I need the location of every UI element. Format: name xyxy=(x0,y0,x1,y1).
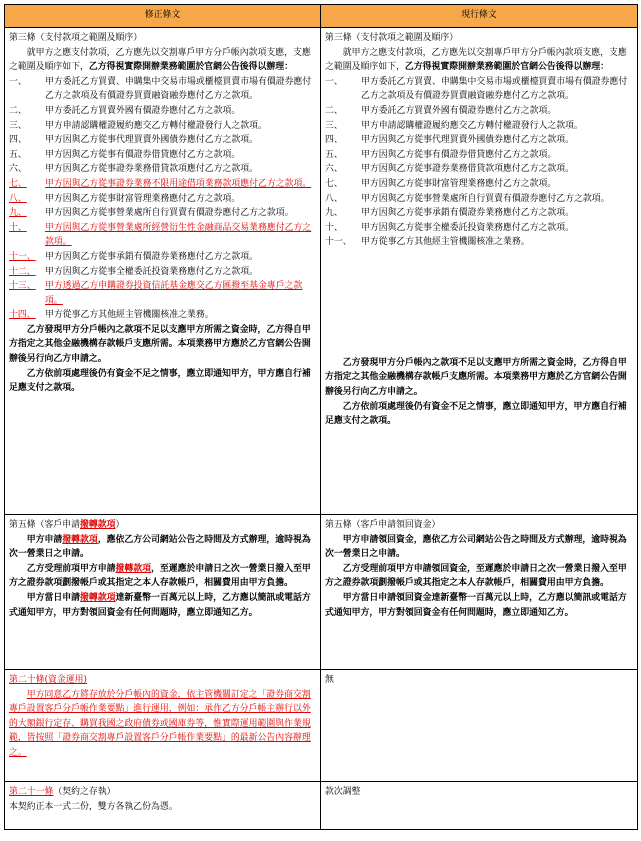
item-number: 九、 xyxy=(325,208,343,219)
list-item xyxy=(325,75,633,104)
article-paragraph: 乙方發現甲方分戶帳內之款項不足以支應甲方所需之資金時，乙方得自甲方指定之其他金融機構存款帳戶支應所需。本項業務甲方應於乙方官網公告開辦後另行向乙方申請之。 xyxy=(9,324,311,365)
item-number: 三、 xyxy=(9,120,27,131)
item-number: 十四、 xyxy=(9,310,36,321)
item-number: 四、 xyxy=(325,135,343,146)
list-item xyxy=(9,75,316,104)
article-title: 第三條（支付款項之範圍及順序） xyxy=(9,33,143,43)
item-number: 一、 xyxy=(325,76,343,87)
list-item xyxy=(9,162,316,177)
item-text: 甲方因與乙方從事證券業務不限用途借項業務款項應付乙方之款項。 xyxy=(45,178,312,189)
list-item xyxy=(9,221,316,250)
item-number: 六、 xyxy=(325,164,343,175)
list-item xyxy=(9,148,316,163)
article-title: 第三條（支付款項之範圍及順序） xyxy=(325,33,459,43)
list-item xyxy=(9,206,316,221)
item-number: 二、 xyxy=(9,105,27,116)
list-item xyxy=(9,177,316,192)
item-text: 甲方因與乙方從事代理買賣外國債券應付乙方之款項。 xyxy=(45,135,258,146)
article-paragraph: 甲方申請領回資金，應依乙方公司網站公告之時間及方式辦理，逾時視為次一營業日之申請。 xyxy=(325,534,627,560)
list-item xyxy=(325,162,633,177)
item-number: 十、 xyxy=(9,222,27,233)
item-number: 十二、 xyxy=(9,266,36,277)
article-paragraph: 甲方當日申請撥轉款項達新臺幣一百萬元以上時，乙方應以簡訊或電話方式通知甲方，甲方對領回資金有任何問題時，應立即通知乙方。 xyxy=(9,592,311,618)
item-number: 六、 xyxy=(9,164,27,175)
list-item xyxy=(9,192,316,207)
item-number: 四、 xyxy=(9,135,27,146)
item-text: 甲方因與乙方從事全權委託投資業務應付乙方之款項。 xyxy=(45,266,258,277)
item-text: 甲方委託乙方買賣外國有價證券應付乙方之款項。 xyxy=(361,105,557,116)
current-item-list xyxy=(325,75,633,281)
article-paragraph: 乙方發現甲方分戶帳內之款項不足以支應甲方所需之資金時，乙方得自甲方指定之其他金融機構存款帳戶支應所需。本項業務甲方應於乙方官網公告開辦後另行向乙方申請之。 xyxy=(325,357,627,397)
comparison-table xyxy=(4,4,638,830)
list-item xyxy=(325,148,633,163)
item-number: 五、 xyxy=(325,149,343,160)
list-item xyxy=(325,119,633,134)
list-item xyxy=(325,206,633,221)
revised-article-3 xyxy=(5,28,321,515)
article-title: 第二十條(資金運用) xyxy=(9,675,87,685)
article-paragraph: 乙方依前項處理後仍有資金不足之情事，應立即通知甲方，甲方應自行補足應支付之款項。 xyxy=(9,368,311,394)
list-item xyxy=(325,192,633,207)
item-number: 十一、 xyxy=(325,237,352,248)
list-item xyxy=(325,221,633,236)
item-number: 十三、 xyxy=(9,281,36,292)
item-text: 甲方從事乙方其他經主管機關核准之業務。 xyxy=(361,237,530,248)
list-item xyxy=(325,104,633,119)
article-paragraph: 乙方受理前項甲方申請撥轉款項，至遲應於申請日之次一營業日撥入至甲方之證券款項劃撥帳戶或其指定之本人存款帳戶，相關費用由甲方負擔。 xyxy=(9,563,311,589)
item-number: 五、 xyxy=(9,149,27,160)
list-item xyxy=(9,250,316,265)
article-title: 第五條（客戶申請領回資金） xyxy=(325,520,441,530)
article-paragraph: 甲方同意乙方將存放於分戶帳內的資金，依主管機關訂定之「證券商交割專戶設置客戶分戶帳作業要點」進行運用，例如：承作乙方分戶帳主辦行以外的大額銀行定存、購買我國之政府債券或國庫券等，惟實際運用範圍與作業規範，皆按照「證券商交割專戶設置客戶分戶帳作業要點」的最新公告內容辦理之。 xyxy=(9,689,311,758)
current-article-5 xyxy=(321,515,638,670)
item-number: 七、 xyxy=(9,178,27,189)
article-title: 第二十一條（契約之存執） xyxy=(9,787,116,797)
list-item xyxy=(9,265,316,280)
item-text: 甲方因與乙方從事證券業務借貸款項應付乙方之款項。 xyxy=(361,164,574,175)
item-text: 甲方委託乙方買賣、申購集中交易市場或櫃檯買賣市場有價證券應付乙方之款項及有價證券買賣融資融券應付乙方之款項。 xyxy=(361,76,628,102)
article-paragraph: 乙方受理前項甲方申請領回資金，至遲應於申請日之次一營業日撥入至甲方之證券款項劃撥帳戶或其指定之本人存款帳戶，相關費用由甲方負擔。 xyxy=(325,563,627,589)
item-number: 十一、 xyxy=(9,251,36,262)
list-item xyxy=(9,279,316,308)
article-title: 第五條（客戶申請撥轉款項） xyxy=(9,520,125,530)
item-text: 甲方因與乙方從事財富管理業務應付乙方之款項。 xyxy=(361,178,557,189)
article-paragraph: 乙方依前項處理後仍有資金不足之情事，應立即通知甲方，甲方應自行補足應支付之款項。 xyxy=(325,401,627,427)
item-text: 甲方因與乙方從事全權委託投資業務應付乙方之款項。 xyxy=(361,222,574,233)
list-item xyxy=(325,235,633,250)
article-paragraph: 甲方申請撥轉款項，應依乙方公司網站公告之時間及方式辦理，逾時視為次一營業日之申請。 xyxy=(9,534,311,560)
item-text: 甲方因與乙方從事承銷有價證券業務應付乙方之款項。 xyxy=(45,251,258,262)
item-number: 十、 xyxy=(325,222,343,233)
item-text: 甲方委託乙方買賣、申購集中交易市場或櫃檯買賣市場有價證券應付乙方之款項及有價證券買賣融資融券應付乙方之款項。 xyxy=(45,76,312,102)
item-text: 甲方因與乙方從事有價證券借貸應付乙方之款項。 xyxy=(361,149,557,160)
list-item xyxy=(9,133,316,148)
list-item xyxy=(325,133,633,148)
item-text: 甲方因與乙方從事營業處所經營衍生性金融商品交易業務應付乙方之款項。 xyxy=(45,222,312,248)
item-number: 七、 xyxy=(325,178,343,189)
header-revised: 修正條文 xyxy=(5,5,321,28)
current-article-20 xyxy=(321,670,638,782)
list-item xyxy=(9,119,316,134)
item-text: 甲方因與乙方從事承銷有價證券業務應付乙方之款項。 xyxy=(361,208,574,219)
item-text: 甲方透過乙方申購證券投資信託基金應交乙方匯撥至基金專戶之款項。 xyxy=(45,281,303,306)
item-number: 二、 xyxy=(325,105,343,116)
revised-article-5 xyxy=(5,515,321,670)
none-text: 無 xyxy=(325,675,334,685)
item-text: 甲方因與乙方從事有價證券借貸應付乙方之款項。 xyxy=(45,149,241,160)
header-current: 現行條文 xyxy=(321,5,638,28)
item-number: 八、 xyxy=(9,193,27,204)
article-intro: 就甲方之應支付款項，乙方應先以交割專戶甲方分戶帳內款項支應，支應之範圍及順序如下，乙方得視實際開辦業務範圍於官網公告後得以辦理： xyxy=(325,47,627,73)
revised-article-21 xyxy=(5,782,321,830)
current-article-3 xyxy=(321,28,638,515)
item-text: 甲方因與乙方從事證券業務借貸款項應付乙方之款項。 xyxy=(45,164,258,175)
item-text: 甲方因與乙方從事營業處所自行買賣有價證券應付乙方之款項。 xyxy=(361,193,610,204)
item-text: 甲方從事乙方其他經主管機關核准之業務。 xyxy=(45,310,214,321)
item-text: 甲方因與乙方從事代理買賣外國債券應付乙方之款項。 xyxy=(361,135,574,146)
article-intro: 就甲方之應支付款項，乙方應先以交割專戶甲方分戶帳內款項支應，支應之範圍及順序如下，乙方得視實際開辦業務範圍於官網公告後得以辦理： xyxy=(9,47,311,73)
item-number: 九、 xyxy=(9,208,27,219)
revised-article-20 xyxy=(5,670,321,782)
list-item xyxy=(325,177,633,192)
list-item xyxy=(9,104,316,119)
item-text: 甲方因與乙方從事營業處所自行買賣有價證券應付乙方之款項。 xyxy=(45,208,294,219)
list-item xyxy=(9,308,316,323)
revised-item-list xyxy=(9,75,316,323)
item-text: 甲方委託乙方買賣外國有價證券應付乙方之款項。 xyxy=(45,105,241,116)
article-paragraph: 本契約正本一式二份，雙方各執乙份為憑。 xyxy=(9,801,178,812)
item-number: 八、 xyxy=(325,193,343,204)
item-number: 三、 xyxy=(325,120,343,131)
current-article-21 xyxy=(321,782,638,830)
adjustment-note: 款次調整 xyxy=(325,787,361,797)
item-text: 甲方申請認購權證履約應交乙方轉付權證發行人之款項。 xyxy=(361,120,583,131)
item-text: 甲方因與乙方從事財富管理業務應付乙方之款項。 xyxy=(45,193,241,204)
item-text: 甲方申請認購權證履約應交乙方轉付權證發行人之款項。 xyxy=(45,120,267,131)
article-paragraph: 甲方當日申請領回資金達新臺幣一百萬元以上時，乙方應以簡訊或電話方式通知甲方，甲方對領回資金有任何問題時，應立即通知乙方。 xyxy=(325,592,627,618)
item-number: 一、 xyxy=(9,76,27,87)
